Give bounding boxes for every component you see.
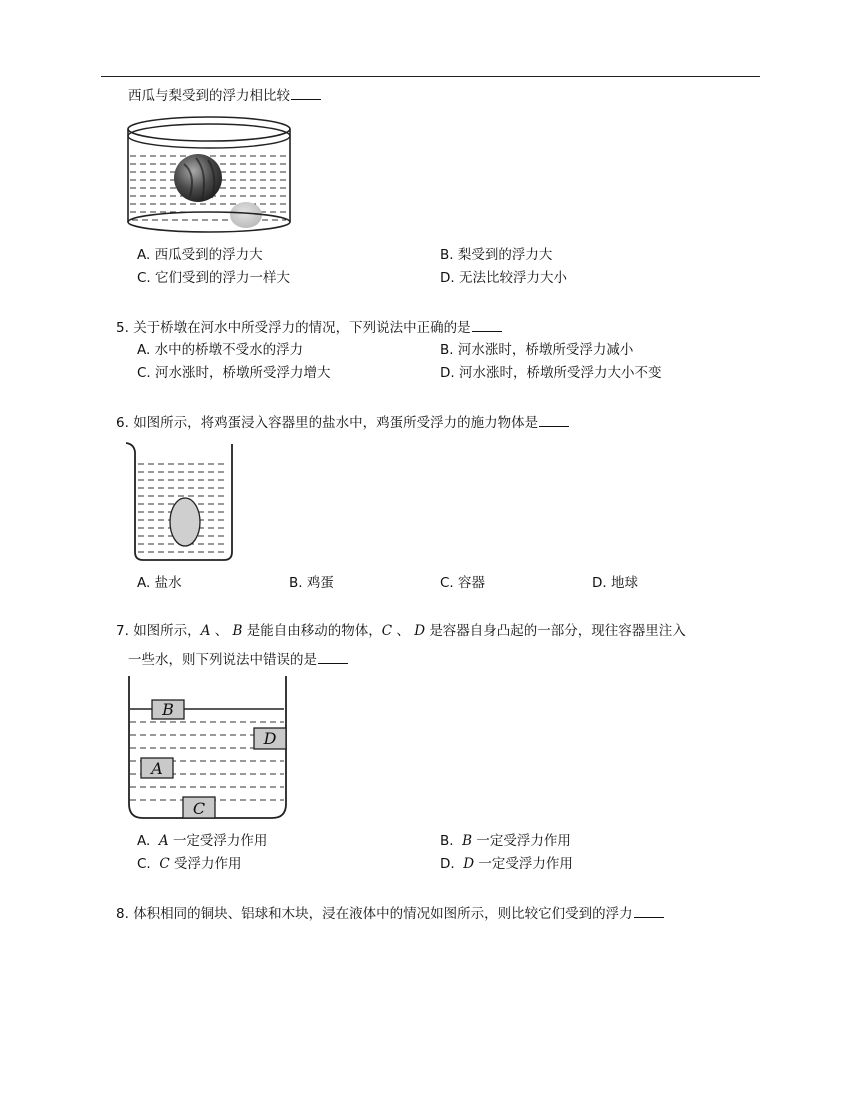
option-letter: B. — [289, 575, 303, 591]
q6-option-c[interactable] — [440, 574, 485, 592]
option-text: 梨受到的浮力大 — [457, 247, 553, 263]
answer-blank — [472, 318, 502, 332]
q7-option-d[interactable] — [440, 855, 573, 873]
q6-option-b[interactable] — [289, 574, 334, 592]
q7-container-figure — [124, 674, 290, 822]
option-text: 一定受浮力作用 — [478, 856, 573, 872]
q6-option-a[interactable] — [137, 574, 182, 592]
option-var: A — [158, 833, 169, 849]
option-text: 它们受到的浮力一样大 — [155, 270, 291, 286]
var-a: A — [200, 623, 211, 639]
q5-option-b[interactable] — [440, 341, 633, 359]
separator: 、 — [214, 623, 229, 639]
answer-blank — [539, 413, 569, 427]
option-letter: D. — [440, 856, 455, 872]
q7-stem-text: 一些水，则下列说法中错误的是 — [128, 652, 317, 668]
q4-basin-figure — [124, 112, 294, 234]
option-letter: D. — [592, 575, 607, 591]
option-letter: A. — [137, 575, 151, 591]
question-number: 8. — [116, 906, 129, 922]
q4-option-d[interactable] — [440, 269, 567, 287]
answer-blank — [634, 904, 664, 918]
answer-blank — [318, 650, 348, 664]
separator: 、 — [396, 623, 410, 639]
q4-stem-text: 西瓜与梨受到的浮力相比较 — [128, 88, 290, 104]
q4-option-a[interactable] — [137, 246, 263, 264]
q8-stem — [116, 904, 664, 923]
var-c: C — [381, 623, 393, 639]
header-rule — [101, 76, 760, 77]
option-text: 一定受浮力作用 — [172, 833, 268, 849]
answer-blank — [291, 86, 321, 100]
option-text: 地球 — [610, 575, 638, 591]
pear-shape — [230, 202, 262, 228]
q7-option-b[interactable] — [440, 832, 571, 850]
q7-stem — [116, 622, 686, 640]
q5-stem — [116, 318, 502, 337]
option-var: B — [462, 833, 473, 849]
option-var: D — [463, 856, 475, 872]
option-text: 无法比较浮力大小 — [458, 270, 567, 286]
q7-option-a[interactable] — [137, 832, 267, 850]
q5-option-d[interactable] — [440, 364, 661, 382]
q6-option-d[interactable] — [592, 574, 638, 592]
question-number: 6. — [116, 415, 129, 431]
protrusion-d-label: D — [263, 729, 277, 748]
option-letter: D. — [440, 270, 455, 286]
option-text: 西瓜受到的浮力大 — [154, 247, 263, 263]
option-text: 容器 — [458, 575, 486, 591]
q4-option-c[interactable] — [137, 269, 290, 287]
option-text: 河水涨时，桥墩所受浮力大小不变 — [458, 365, 662, 381]
q5-option-c[interactable] — [137, 364, 331, 382]
option-text: 河水涨时，桥墩所受浮力增大 — [155, 365, 331, 381]
option-letter: B. — [440, 833, 454, 849]
option-letter: C. — [137, 856, 151, 872]
var-d: D — [414, 623, 426, 639]
q8-stem-text: 体积相同的铜块、铝球和木块，浸在液体中的情况如图所示，则比较它们受到的浮力 — [133, 906, 633, 922]
option-text: 一定受浮力作用 — [476, 833, 571, 849]
q7-option-c[interactable] — [137, 855, 241, 873]
q4-stem — [128, 86, 321, 105]
q6-stem-text: 如图所示，将鸡蛋浸入容器里的盐水中，鸡蛋所受浮力的施力物体是 — [133, 415, 539, 431]
q4-option-b[interactable] — [440, 246, 552, 264]
q5-option-a[interactable] — [137, 341, 303, 359]
option-text: 鸡蛋 — [306, 575, 334, 591]
option-letter: A. — [137, 833, 151, 849]
q6-stem — [116, 413, 569, 432]
protrusion-c-label: C — [192, 799, 206, 818]
q7-stem-text: 如图所示， — [133, 623, 201, 639]
q5-stem-text: 关于桥墩在河水中所受浮力的情况，下列说法中正确的是 — [133, 320, 471, 336]
option-letter: B. — [440, 342, 454, 358]
question-number: 7. — [116, 623, 129, 639]
block-a-label: A — [151, 759, 163, 778]
option-text: 受浮力作用 — [173, 856, 242, 872]
egg-shape — [170, 498, 200, 546]
option-letter: D. — [440, 365, 455, 381]
option-letter: A. — [137, 342, 151, 358]
q7-stem-text: 是能自由移动的物体， — [246, 623, 382, 639]
var-b: B — [232, 623, 243, 639]
option-text: 水中的桥墩不受水的浮力 — [154, 342, 304, 358]
q7-stem-text: 是容器自身凸起的一部分，现往容器里注入 — [429, 623, 686, 639]
option-letter: A. — [137, 247, 151, 263]
option-var: C — [159, 856, 170, 872]
option-letter: C. — [137, 365, 151, 381]
option-letter: B. — [440, 247, 454, 263]
block-b-label: B — [162, 700, 174, 719]
option-letter: C. — [137, 270, 151, 286]
option-letter: C. — [440, 575, 454, 591]
question-number: 5. — [116, 320, 129, 336]
option-text: 河水涨时，桥墩所受浮力减小 — [457, 342, 634, 358]
q6-beaker-figure — [124, 440, 242, 564]
option-text: 盐水 — [154, 575, 182, 591]
q7-stem-line2 — [128, 650, 348, 669]
